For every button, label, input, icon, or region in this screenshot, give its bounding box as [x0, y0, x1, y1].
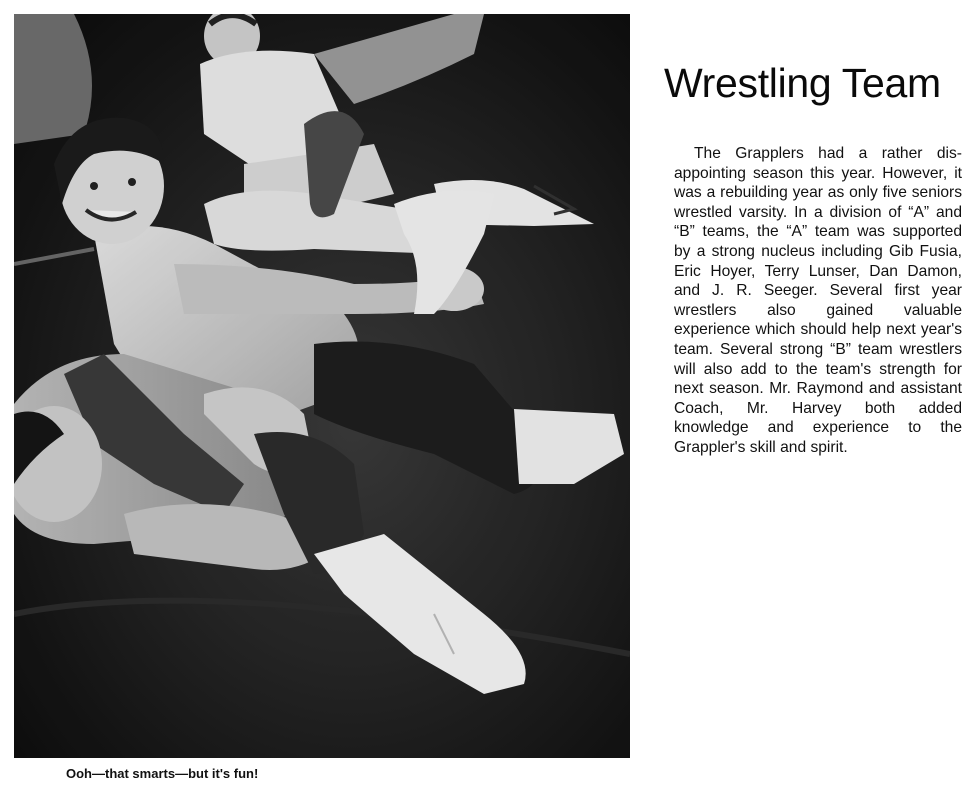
wrestling-photo-drawing [14, 14, 630, 758]
page-title: Wrestling Team [664, 60, 941, 106]
photo-caption: Ooh—that smarts—but it's fun! [66, 766, 259, 781]
article-body: The Grapplers had a rather disappointing season this year. However, it was a rebuilding year as only five seniors wrestled varsity. In a division of “A” and “B” teams, the “A” team was supported by a strong nucleus including Gib Fusia, Eric Hoyer, Terry Lunser, Dan Damon, and J. R. Seeger. Several first year wrestlers also gained valuable experience which should help next year's team. Several strong “B” team wrestlers will also add to the team's strength for next season. Mr. Raymond and assistant Coach, Mr. Harvey both added knowledge and experience to the Grappler's skill and spirit. [674, 145, 962, 456]
wrestling-photo [14, 14, 630, 758]
